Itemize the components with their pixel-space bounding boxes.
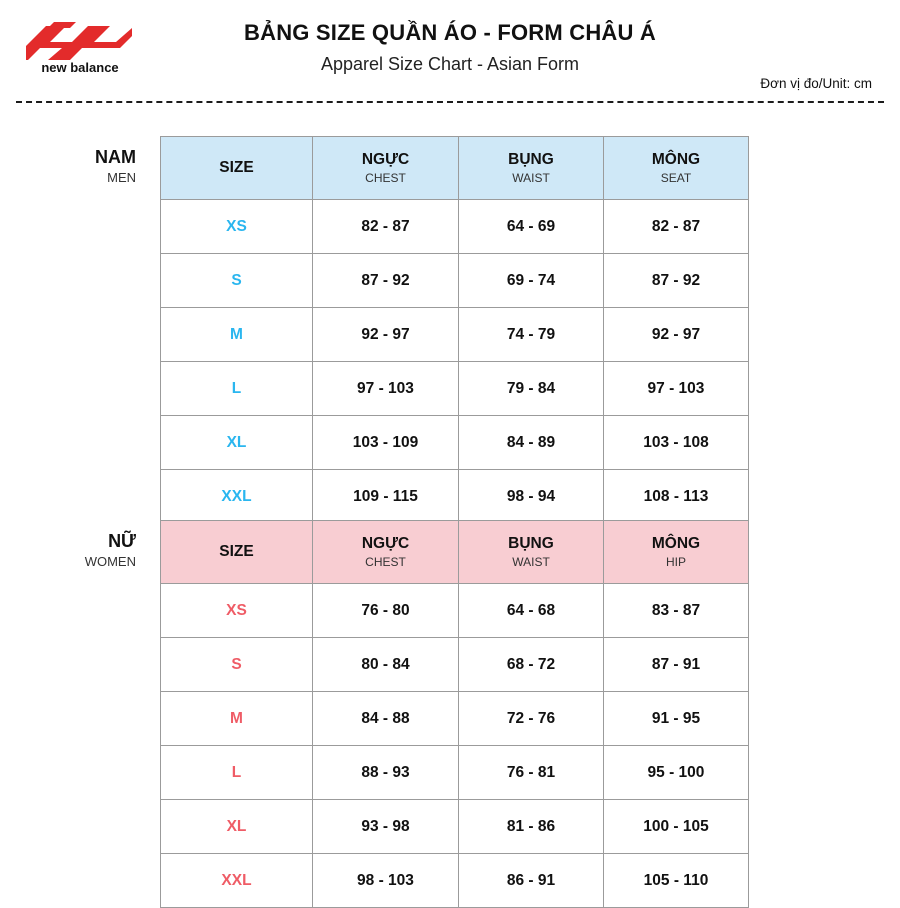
header-divider: [16, 101, 884, 103]
men-col-size: SIZE: [161, 137, 313, 200]
women-gender-en: WOMEN: [84, 553, 136, 569]
men-waist-value: 79 - 84: [459, 362, 604, 416]
women-hip-value: 91 - 95: [604, 692, 749, 746]
women-hip-value: 87 - 91: [604, 638, 749, 692]
unit-note: Đơn vị đo/Unit: cm: [760, 76, 872, 91]
men-section: [95, 136, 748, 524]
women-col-hip: MÔNG HIP: [604, 521, 749, 584]
men-chest-value: 92 - 97: [313, 308, 459, 362]
men-col-seat: MÔNG SEAT: [604, 137, 749, 200]
women-size-value: XXL: [161, 854, 313, 908]
men-chest-value: 87 - 92: [313, 254, 459, 308]
men-seat-value: 103 - 108: [604, 416, 749, 470]
men-seat-value: 108 - 113: [604, 470, 749, 524]
men-seat-value: 87 - 92: [604, 254, 749, 308]
men-col-chest: NGỰC CHEST: [313, 137, 459, 200]
table-row: [161, 800, 749, 854]
women-waist-value: 72 - 76: [459, 692, 604, 746]
men-size-value: L: [161, 362, 313, 416]
page-subtitle: Apparel Size Chart - Asian Form: [320, 54, 580, 74]
table-row: [161, 854, 749, 908]
women-hip-value: 105 - 110: [604, 854, 749, 908]
women-size-value: XL: [161, 800, 313, 854]
men-gender-vi: NAM: [95, 147, 136, 167]
table-row: [161, 584, 749, 638]
women-header-row: [161, 521, 749, 584]
table-row: [161, 362, 749, 416]
page-header: [0, 0, 900, 96]
title-block: [0, 20, 900, 75]
men-size-value: S: [161, 254, 313, 308]
table-row: [161, 692, 749, 746]
women-col-chest: NGỰC CHEST: [313, 521, 459, 584]
men-seat-value: 82 - 87: [604, 200, 749, 254]
table-row: [161, 416, 749, 470]
women-chest-value: 80 - 84: [313, 638, 459, 692]
men-chest-value: 109 - 115: [313, 470, 459, 524]
men-size-value: XS: [161, 200, 313, 254]
men-chest-value: 103 - 109: [313, 416, 459, 470]
men-gender-en: MEN: [107, 169, 136, 185]
men-seat-value: 92 - 97: [604, 308, 749, 362]
men-gender-label: [0, 148, 148, 185]
women-waist-value: 81 - 86: [459, 800, 604, 854]
women-chest-value: 98 - 103: [313, 854, 459, 908]
women-section: [84, 520, 748, 908]
women-size-table: [160, 520, 749, 908]
women-waist-value: 76 - 81: [459, 746, 604, 800]
women-waist-value: 64 - 68: [459, 584, 604, 638]
logo-wordmark: new balance: [41, 60, 119, 75]
women-size-value: L: [161, 746, 313, 800]
men-seat-value: 97 - 103: [604, 362, 749, 416]
women-size-value: XS: [161, 584, 313, 638]
table-row: [161, 470, 749, 524]
table-row: [161, 254, 749, 308]
women-hip-value: 100 - 105: [604, 800, 749, 854]
men-waist-value: 74 - 79: [459, 308, 604, 362]
women-col-waist: BỤNG WAIST: [459, 521, 604, 584]
women-gender-vi: NỮ: [108, 531, 136, 551]
page-title: BẢNG SIZE QUẦN ÁO - FORM CHÂU Á: [244, 20, 656, 45]
table-row: [161, 746, 749, 800]
men-waist-value: 84 - 89: [459, 416, 604, 470]
men-waist-value: 98 - 94: [459, 470, 604, 524]
men-size-value: XXL: [161, 470, 313, 524]
women-chest-value: 88 - 93: [313, 746, 459, 800]
table-row: [161, 638, 749, 692]
table-row: [161, 200, 749, 254]
women-chest-value: 84 - 88: [313, 692, 459, 746]
women-chest-value: 76 - 80: [313, 584, 459, 638]
table-row: [161, 308, 749, 362]
women-gender-label: [0, 532, 148, 569]
men-header-row: [161, 137, 749, 200]
men-waist-value: 64 - 69: [459, 200, 604, 254]
men-size-value: XL: [161, 416, 313, 470]
women-hip-value: 83 - 87: [604, 584, 749, 638]
women-waist-value: 68 - 72: [459, 638, 604, 692]
women-waist-value: 86 - 91: [459, 854, 604, 908]
men-size-table: [160, 136, 749, 524]
men-waist-value: 69 - 74: [459, 254, 604, 308]
women-col-size: SIZE: [161, 521, 313, 584]
men-chest-value: 97 - 103: [313, 362, 459, 416]
women-size-value: M: [161, 692, 313, 746]
women-size-value: S: [161, 638, 313, 692]
men-chest-value: 82 - 87: [313, 200, 459, 254]
men-size-value: M: [161, 308, 313, 362]
men-col-waist: BỤNG WAIST: [459, 137, 604, 200]
women-chest-value: 93 - 98: [313, 800, 459, 854]
women-hip-value: 95 - 100: [604, 746, 749, 800]
